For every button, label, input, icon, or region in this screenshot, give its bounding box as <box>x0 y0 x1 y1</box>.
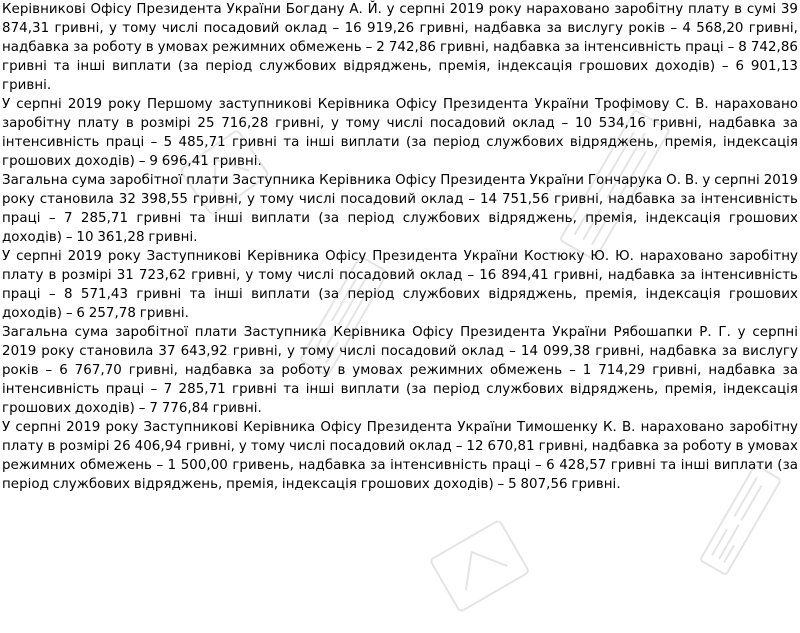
paragraph-trofimov: У серпні 2019 року Першому заступникові Керівника Офісу Президента України Трофімову С. В. нараховано заробітну плату в розмірі 25 716,28 гривні, у тому числі посадовий оклад – 10 534,16 гривні, надбавка за інтенсивність праці – 5 485,71 гривні та інші виплати (за період службових відряджень, премія, індексація грошових доходів) – 9 696,41 гривні. <box>2 97 798 169</box>
paragraph-kostiuk: У серпні 2019 року Заступникові Керівника Офісу Президента України Костюку Ю. Ю. нараховано заробітну плату в розмірі 31 723,62 гривні, у тому числі посадовий оклад – 16 894,41 гривні, надбавка за інтенсивність праці – 8 571,43 гривні та інші виплати (за період службових відряджень, премія, індексація грошових доходів) – 6 257,78 гривні. <box>2 249 798 321</box>
paragraph-riaboshapka: Загальна сума заробітної плати Заступника Керівника Офісу Президента України Рябошапки Р. Г. у серпні 2019 року становила 37 643,92 гривні, у тому числі посадовий оклад – 14 099,38 гривні, надбавка за вислугу років – 6 767,70 гривні, надбавка за роботу в умовах режимних обмежень – 1 714,29 гривні, надбавка за інтенсивність праці – 7 285,71 гривні та інші виплати (за період службових відряджень, премія, індексація грошових доходів) – 7 776,84 гривні. <box>2 325 798 416</box>
paragraph-honcharuk: Загальна сума заробітної плати Заступника Керівника Офісу Президента України Гончарука О. В. у серпні 2019 року становила 32 398,55 гривні, у тому числі посадовий оклад – 14 751,56 гривні, надбавка за інтенсивність праці – 7 285,71 гривні та інші виплати (за період службових відряджень, премія, індексація грошових доходів) – 10 361,28 гривні. <box>2 173 798 245</box>
paragraph-bohdan: Керівникові Офісу Президента України Богдану А. Й. у серпні 2019 року нараховано заробітну плату в сумі 39 874,31 гривні, у тому числі посадовий оклад – 16 919,26 гривні, надбавка за вислугу років – 4 568,20 гривні, надбавка за роботу в умовах режимних обмежень – 2 742,86 гривні, надбавка за інтенсивність праці – 8 742,86 гривні та інші виплати (за період службових відряджень, премія, індексація грошових доходів) – 6 901,13 гривні. <box>2 2 798 93</box>
paragraph-tymoshenko: У серпні 2019 року Заступникові Керівника Офісу Президента України Тимошенку К. В. нараховано заробітну плату в розмірі 26 406,94 гривні, у тому числі посадовий оклад – 12 670,81 гривні, надбавка за роботу в умовах режимних обмежень – 1 500,00 гривень, надбавка за інтенсивність праці – 6 428,57 гривні та інші виплати (за період службових відряджень, премія, індексація грошових доходів) – 5 807,56 гривні. <box>2 420 798 492</box>
